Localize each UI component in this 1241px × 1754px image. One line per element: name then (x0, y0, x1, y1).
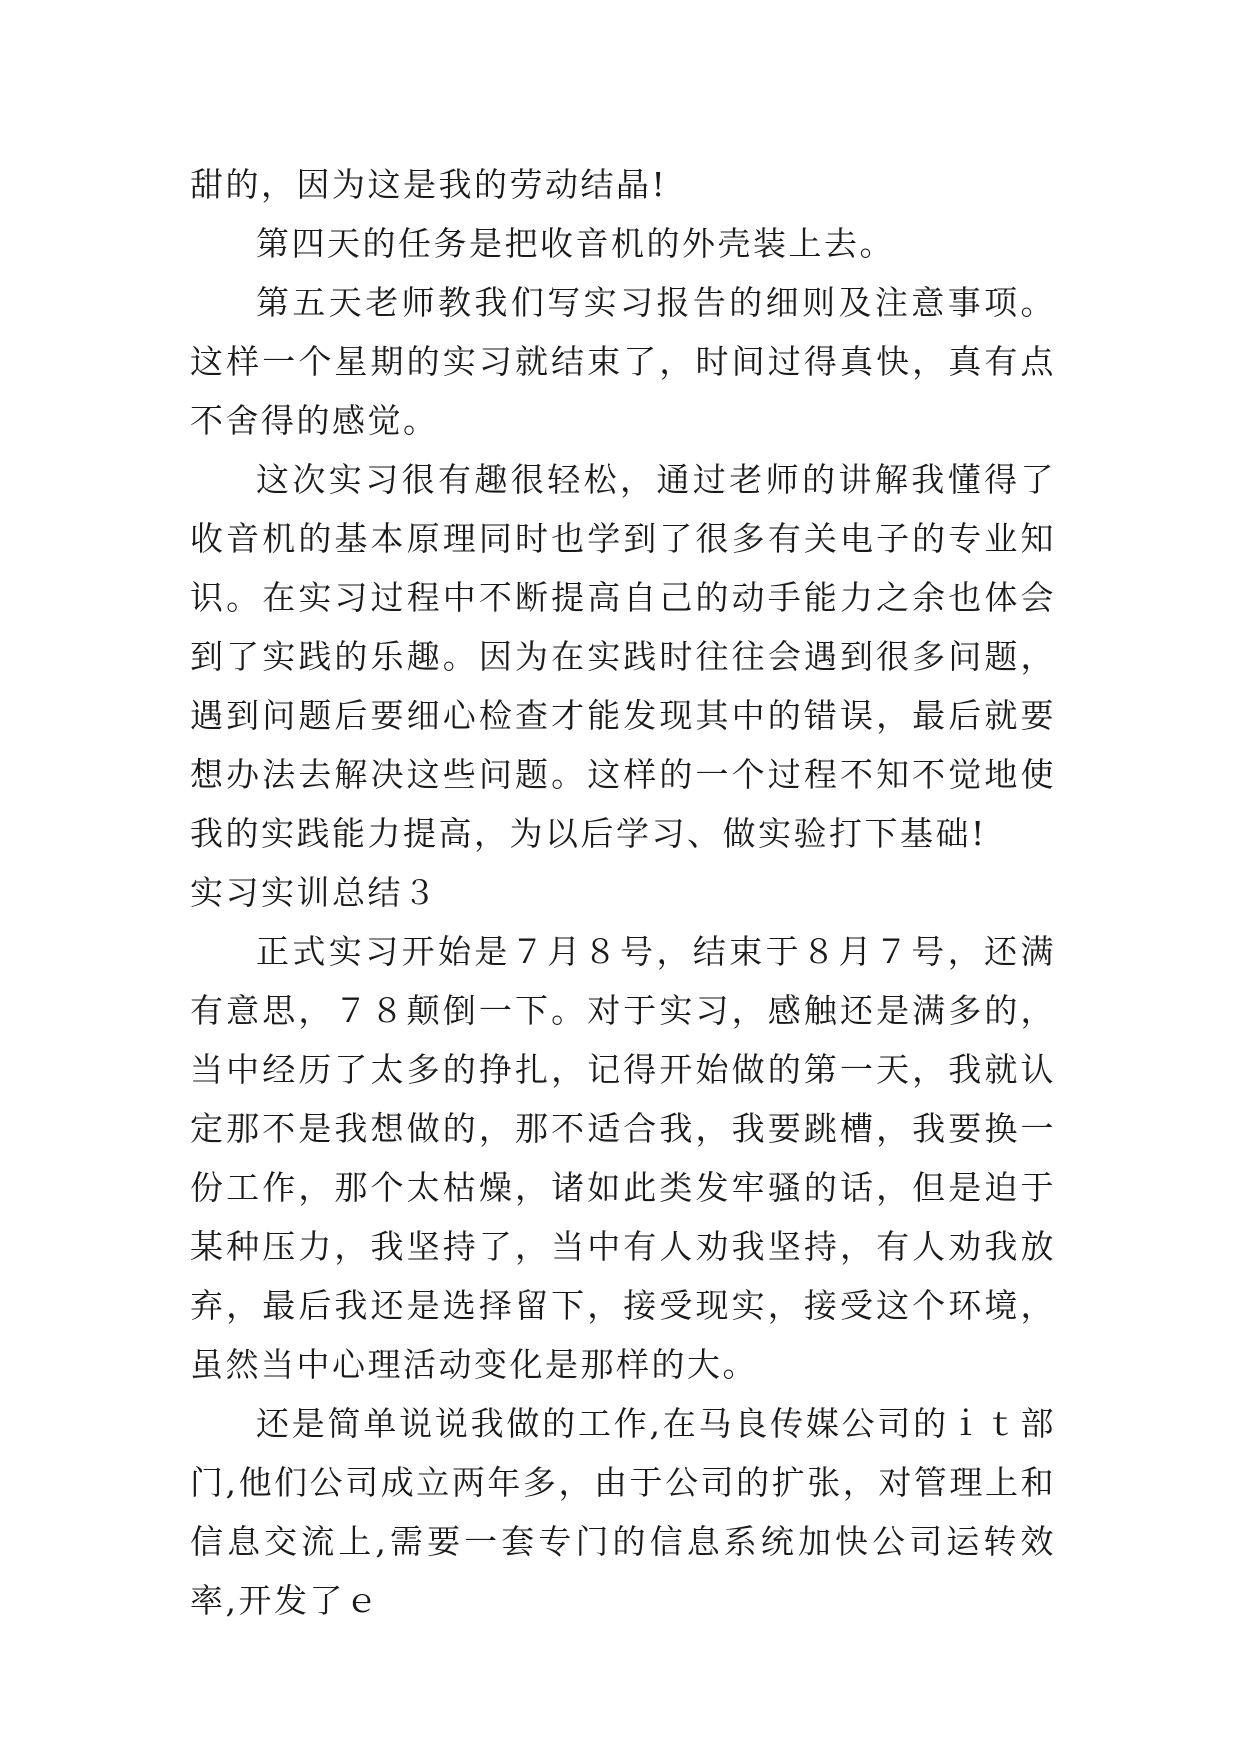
paragraph-4: 这次实习很有趣很轻松，通过老师的讲解我懂得了收音机的基本原理同时也学到了很多有关电子的专业知识。在实习过程中不断提高自己的动手能力之余也体会到了实践的乐趣。因为在实践时往往会遇到很多问题，遇到问题后要细心检查才能发现其中的错误，最后就要想办法去解决这些问题。这样的一个过程不知不觉地使我的实践能力提高，为以后学习、做实验打下基础! (190, 460, 1056, 853)
paragraph-1: 甜的，因为这是我的劳动结晶! (190, 165, 668, 204)
paragraph-2: 第四天的任务是把收音机的外壳装上去。 (256, 224, 895, 263)
paragraph-3: 第五天老师教我们写实习报告的细则及注意事项。这样一个星期的实习就结束了，时间过得真快，真有点不舍得的感觉。 (190, 283, 1056, 440)
paragraph-5: 正式实习开始是７月８号，结束于８月７号，还满有意思，７８颠倒一下。对于实习，感触还是满多的，当中经历了太多的挣扎，记得开始做的第一天，我就认定那不是我想做的，那不适合我，我要跳槽，我要换一份工作，那个太枯燥，诸如此类发牢骚的话，但是迫于某种压力，我坚持了，当中有人劝我坚持，有人劝我放弃，最后我还是选择留下，接受现实，接受这个环境，虽然当中心理活动变化是那样的大。 (190, 932, 1056, 1384)
paragraph-6: 还是简单说说我做的工作,在马良传媒公司的ｉｔ部门,他们公司成立两年多，由于公司的扩张，对管理上和信息交流上,需要一套专门的信息系统加快公司运转效率,开发了ｅ (190, 1404, 1056, 1620)
document-page (190, 155, 1056, 1630)
section-heading: 实习实训总结３ (190, 873, 439, 912)
